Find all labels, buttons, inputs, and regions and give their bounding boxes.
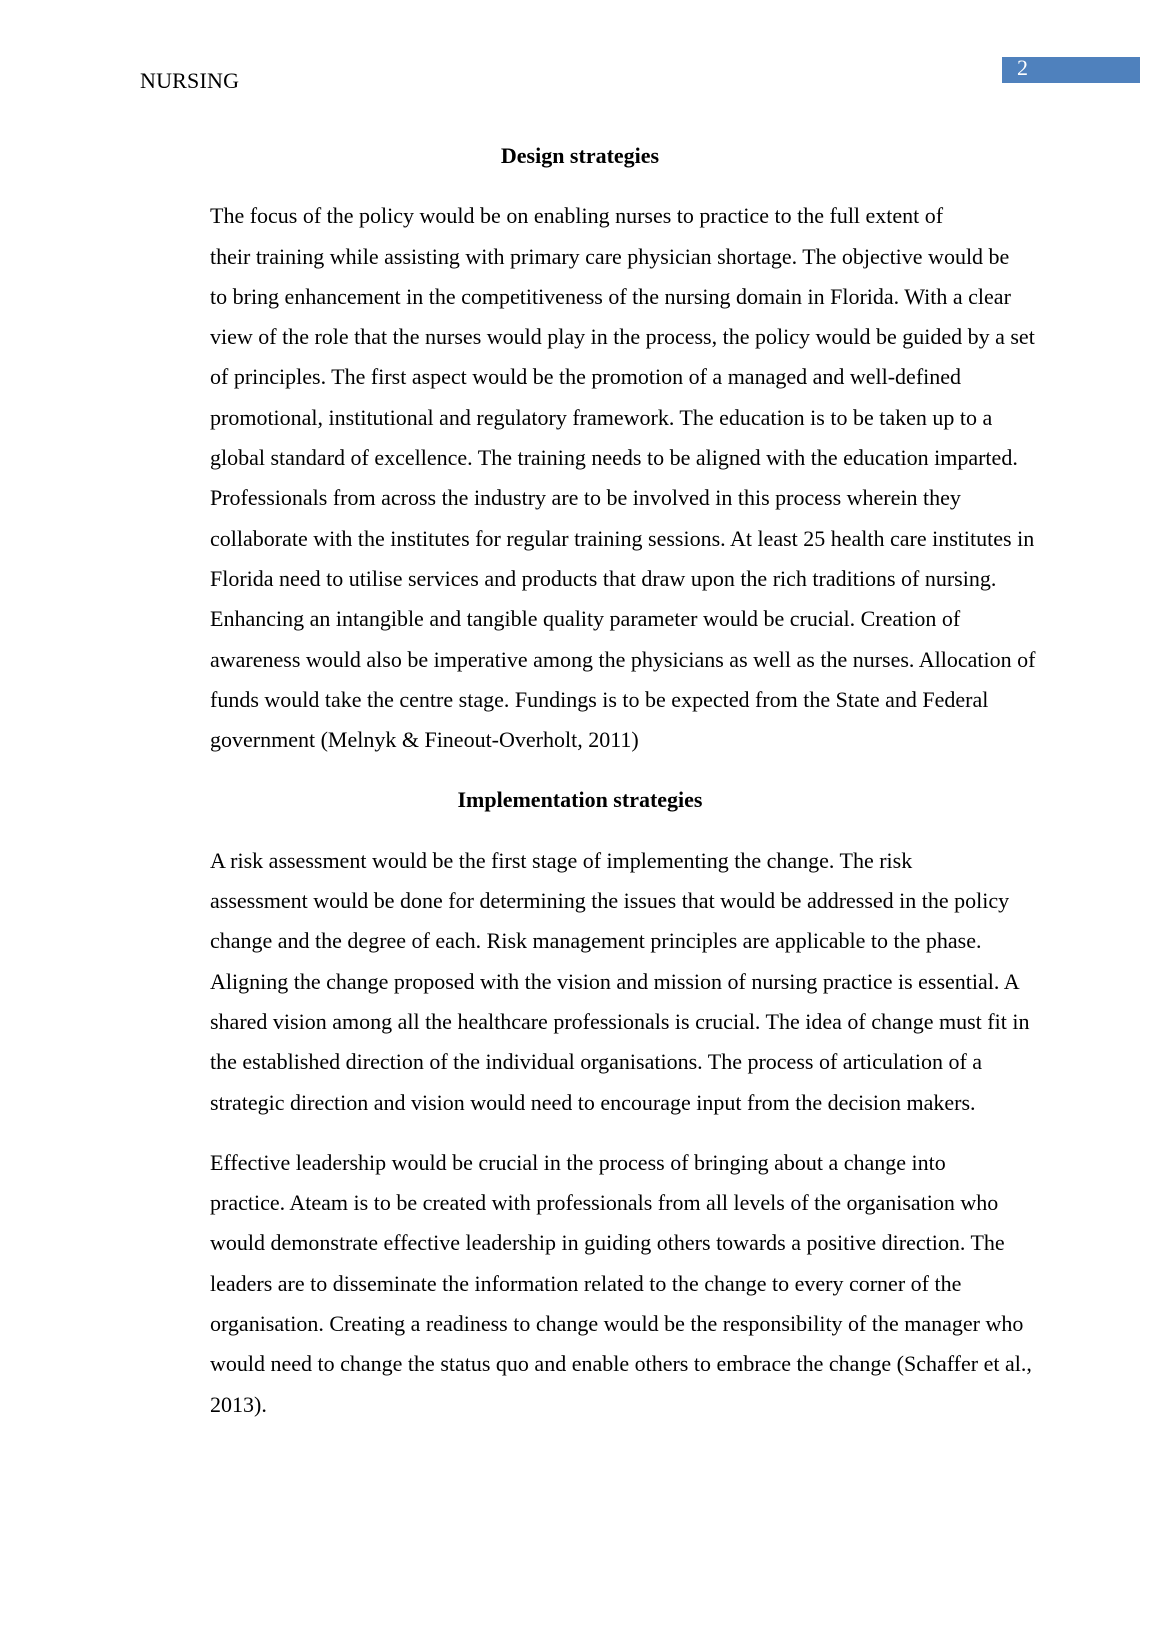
paragraph-design-1 — [140, 196, 1036, 760]
text-line: the established direction of the individual organisations. The process of articulation of a — [210, 1049, 983, 1075]
text-line: funds would take the centre stage. Fundings is to be expected from the State and Federal — [210, 686, 989, 712]
text-line: collaborate with the institutes for regular training sessions. At least 25 health care institutes in — [210, 525, 1035, 551]
page-number: 2 — [1017, 55, 1028, 80]
text-line: Effective leadership would be crucial in the process of bringing about a change into — [210, 1149, 946, 1175]
text-line: Florida need to utilise services and products that draw upon the rich traditions of nursing. — [210, 565, 997, 591]
paragraph-implementation-2 — [140, 1143, 1032, 1425]
text-line: assessment would be done for determining the issues that would be addressed in the policy — [210, 888, 1010, 914]
section-heading-design: Design strategies — [500, 143, 660, 168]
text-line: Enhancing an intangible and tangible quality parameter would be crucial. Creation of — [210, 606, 961, 632]
text-line: The focus of the policy would be on enabling nurses to practice to the full extent of — [210, 203, 944, 229]
text-line: Professionals from across the industry are to be involved in this process wherein they — [210, 485, 961, 511]
text-line: leaders are to disseminate the information related to the change to every corner of the — [210, 1270, 962, 1296]
text-line: awareness would also be imperative among the physicians as well as the nurses. Allocation of — [210, 646, 1036, 672]
text-line: to bring enhancement in the competitiveness of the nursing domain in Florida. With a clear — [210, 283, 1011, 309]
text-line: strategic direction and vision would need to encourage input from the decision makers. — [210, 1089, 976, 1115]
text-line: view of the role that the nurses would play in the process, the policy would be guided by a set — [210, 324, 1035, 350]
text-line: promotional, institutional and regulatory framework. The education is to be taken up to a — [210, 404, 993, 430]
text-line: of principles. The first aspect would be the promotion of a managed and well-defined — [210, 364, 962, 390]
document-body — [140, 136, 1036, 1445]
text-line: A risk assessment would be the first stage of implementing the change. The risk — [210, 847, 913, 873]
text-line: Aligning the change proposed with the vision and mission of nursing practice is essential. A — [210, 968, 1020, 994]
text-line: practice. Ateam is to be created with professionals from all levels of the organisation who — [210, 1190, 999, 1216]
text-line: would demonstrate effective leadership in guiding others towards a positive direction. The — [210, 1230, 1005, 1256]
running-head: NURSING — [140, 68, 240, 93]
text-line: would need to change the status quo and enable others to embrace the change (Schaffer et al., — [210, 1351, 1032, 1377]
text-line: shared vision among all the healthcare professionals is crucial. The idea of change must fit in — [210, 1008, 1030, 1034]
text-line: their training while assisting with primary care physician shortage. The objective would be — [210, 243, 1010, 269]
page-number-box — [1002, 57, 1140, 83]
section-heading-implementation: Implementation strategies — [457, 787, 703, 813]
text-line: change and the degree of each. Risk management principles are applicable to the phase. — [210, 928, 982, 954]
paragraph-implementation-1 — [140, 841, 1030, 1123]
text-line: global standard of excellence. The training needs to be aligned with the education imparted. — [210, 445, 1018, 471]
text-line: organisation. Creating a readiness to change would be the responsibility of the manager who — [210, 1311, 1024, 1337]
text-line: government (Melnyk & Fineout-Overholt, 2011) — [210, 727, 639, 753]
text-line: 2013). — [210, 1391, 267, 1417]
